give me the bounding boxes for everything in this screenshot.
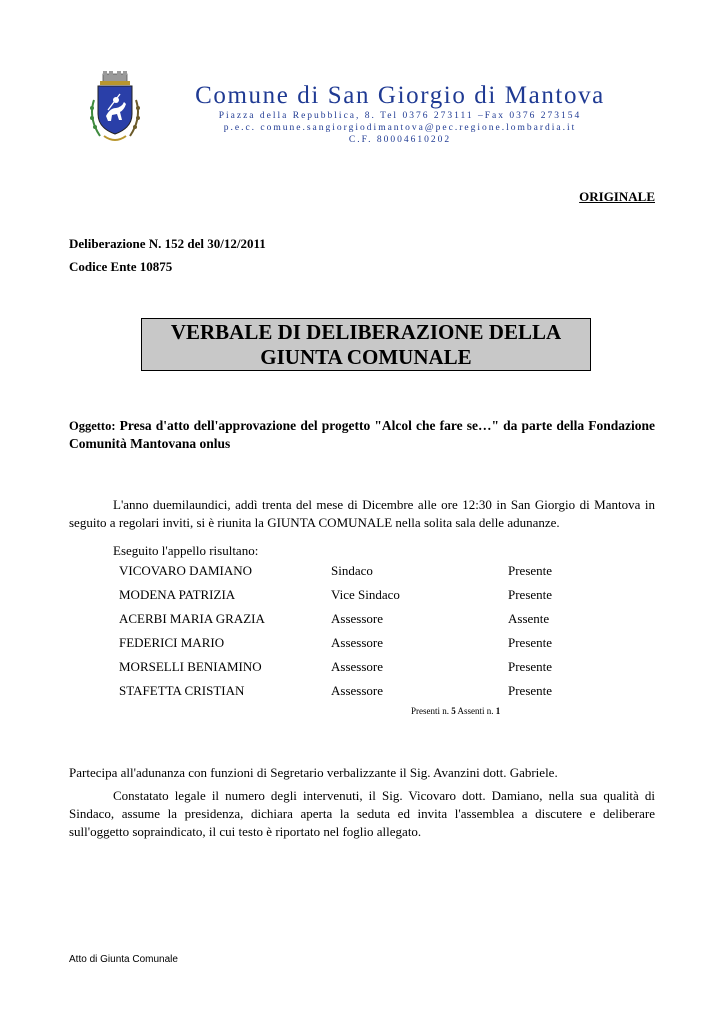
header-address: Piazza della Repubblica, 8. Tel 0376 273111 –Fax 0376 273154 <box>218 111 582 121</box>
presenti-label: Presenti n. <box>411 706 449 716</box>
presenti-count: 5 <box>451 706 456 716</box>
member-status: Presente <box>508 563 553 578</box>
member-status: Presente <box>508 635 553 650</box>
member-role: Assessore <box>331 611 383 626</box>
member-status: Presente <box>508 659 553 674</box>
member-name: MORSELLI BENIAMINO <box>119 659 262 674</box>
constatato-paragraph <box>69 787 655 841</box>
coat-of-arms-icon <box>86 70 144 150</box>
member-row <box>119 635 599 659</box>
intro-paragraph <box>69 496 655 532</box>
assenti-label: Assenti n. <box>457 706 494 716</box>
verbale-title-line2: GIUNTA COMUNALE <box>260 344 472 369</box>
header-pec: p.e.c. comune.sangiorgiodimantova@pec.regione.lombardia.it <box>223 123 577 133</box>
constatato-text: Constatato legale il numero degli intervenuti, il Sig. Vicovaro dott. Damiano, nella sua qualità di Sindaco, assume la presidenza, dichiara aperta la seduta ed invita l'assemblea a discutere e deliberare sull'oggetto sopraindicato, il cui testo è riportato nel foglio allegato. <box>69 788 655 839</box>
appello-label: Eseguito l'appello risultano: <box>113 543 259 558</box>
member-name: FEDERICI MARIO <box>119 635 225 650</box>
member-name: MODENA PATRIZIA <box>119 587 236 602</box>
segretario-paragraph: Partecipa all'adunanza con funzioni di Segretario verbalizzante il Sig. Avanzini dott. Gabriele. <box>69 765 558 780</box>
member-status: Presente <box>508 587 553 602</box>
codice-ente: Codice Ente 10875 <box>69 259 173 274</box>
member-name: VICOVARO DAMIANO <box>119 563 253 578</box>
originale-label: ORIGINALE <box>579 189 655 204</box>
member-role: Assessore <box>331 659 383 674</box>
member-status: Presente <box>508 683 553 698</box>
assenti-count: 1 <box>495 706 501 716</box>
member-role: Vice Sindaco <box>331 587 400 602</box>
member-role: Assessore <box>331 635 383 650</box>
member-row <box>119 611 599 635</box>
member-row <box>119 587 599 611</box>
member-name: STAFETTA CRISTIAN <box>119 683 245 698</box>
verbale-title-box <box>141 318 591 371</box>
attendance-summary <box>411 706 500 716</box>
comune-title: Comune di San Giorgio di Mantova <box>195 82 605 109</box>
oggetto-text: Presa d'atto dell'approvazione del progetto "Alcol che fare se…" da parte della Fondazione Comunità Mantovana onlus <box>69 418 655 451</box>
footer-label: Atto di Giunta Comunale <box>69 954 178 965</box>
member-row <box>119 563 599 587</box>
member-row <box>119 683 599 707</box>
header-cf: C.F. 80004610202 <box>348 135 452 145</box>
member-role: Assessore <box>331 683 383 698</box>
member-status: Assente <box>508 611 550 626</box>
verbale-title-line1: VERBALE DI DELIBERAZIONE DELLA <box>170 319 562 344</box>
deliberazione-number: Deliberazione N. 152 del 30/12/2011 <box>69 236 266 251</box>
oggetto <box>69 417 655 453</box>
members-list <box>119 563 599 707</box>
member-name: ACERBI MARIA GRAZIA <box>119 611 265 626</box>
member-role: Sindaco <box>331 563 373 578</box>
intro-text: L'anno duemilaundici, addì trenta del mese di Dicembre alle ore 12:30 in San Giorgio di Mantova in seguito a regolari inviti, si è riunita la GIUNTA COMUNALE nella solita sala delle adunanze. <box>69 497 655 530</box>
oggetto-label: Oggetto: <box>69 419 116 433</box>
member-row <box>119 659 599 683</box>
